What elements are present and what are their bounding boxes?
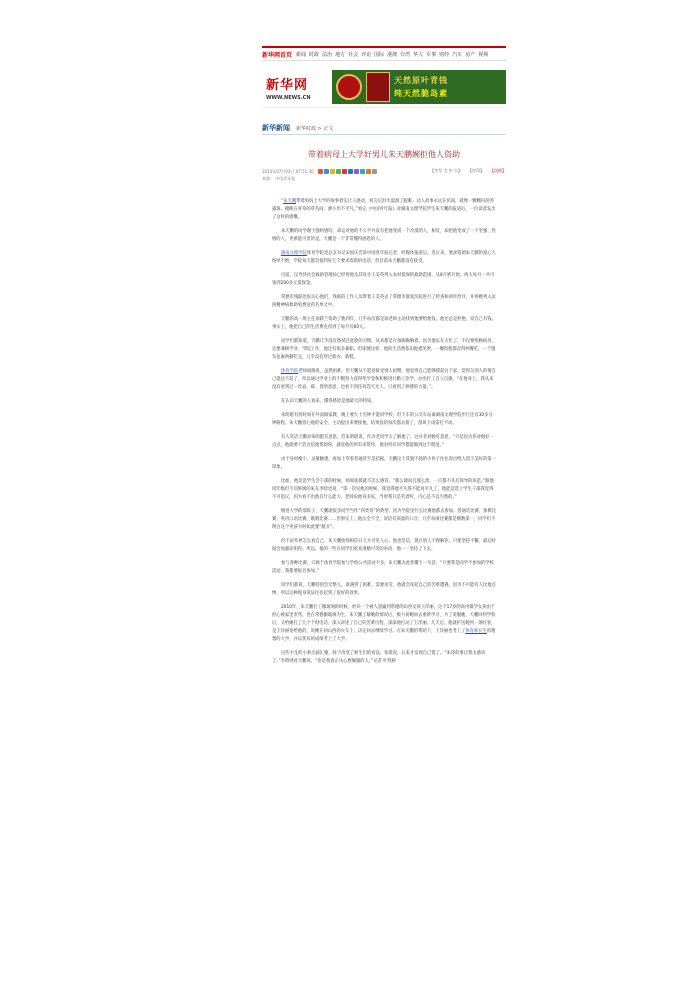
- nav-item[interactable]: 军事: [426, 51, 437, 58]
- nav-item[interactable]: 地方: [335, 51, 346, 58]
- paragraph-text: 倒进大学的那阵子，天鹏就很多同学当作“四类哥”的典型，因为学院里什么比赛他都去参加。普通话比赛、象棋比赛、英语口语比赛、歌唱比赛……但事实上，他压全不全、说话有质量的口音、几乎每项比赛都是倒数第一，同学们不明白这个男孩为何如此要“献丑”。: [272, 509, 496, 530]
- brand-name: 新华网: [266, 77, 309, 93]
- ad-line-2: 纯天然脆岛素: [394, 89, 448, 98]
- paragraph-text: 的理想的大学，并以优异的成绩考上了大学。: [272, 629, 496, 642]
- paragraph-text: 这些平凡的小事点滴汇聚，终于改变了师生们的看法，张援说，后来才发现自己错了。“朱哥的事让我太感动了。”李晗则对天鹏说，“你是我真正从心底佩服的人。”记者 叶铁桥: [272, 651, 486, 664]
- paragraph-text: 在认识天鹏的人看来，懂得感恩是他最大的特质。: [281, 399, 376, 404]
- nav-item[interactable]: 时政: [309, 51, 320, 58]
- inline-link[interactable]: 体育师长生: [465, 629, 487, 634]
- share-icon-3[interactable]: [330, 169, 335, 174]
- paragraph: [272, 316, 496, 332]
- paragraph-text: 同学们都知道，天鹏几乎没有擦拭过洗脸的习惯，从来都是在备胸胸胸着。因为他实在太忙了，不仅要照顾病母，还要兼顾学业、学院工作，他还有很多兼职。但即便这样，他的生活费依旧捉襟见肘，一餐饭他都舍得两餐吃，一个馒头包素两顿吃完，几乎没有穿过新衣、新鞋。: [272, 339, 496, 360]
- site-logo[interactable]: [262, 69, 332, 105]
- ad-line-1: 天然原叶青钱: [394, 76, 448, 85]
- paragraph: [272, 250, 496, 266]
- paragraph-text: 天鹏的高一班主任徐跃兰资助了他四年，几乎每次都是徐老师主动找到他要给他钱，他还总是拒绝，说自己有钱。事实上，他把自己的生活费克扣到了每月仅60元。: [272, 317, 496, 330]
- nav-item[interactable]: 港澳: [387, 51, 398, 58]
- inline-link[interactable]: 体育学院: [281, 369, 299, 374]
- top-nav: [262, 46, 506, 61]
- paragraph-text: 比如，他竞选学生会干部的时候，师领张援就不怎么感冒，“那么矮而且那么黑，一点都不具有领导的风范。”跟他同年级但不同班级的朱友李晗也说，“第一次见他的时候，我觉得他平凡得不能再平凡了，他能竞选上学生干部我觉得不可思议，因为看不出他有什么能力。老师说他身多好，当时我只是笑着听，内心是不以为然的。”: [272, 479, 494, 500]
- nav-item[interactable]: 评论: [361, 51, 372, 58]
- share-icon-7[interactable]: [354, 169, 359, 174]
- paragraph: [272, 604, 496, 644]
- nav-item[interactable]: 国际: [374, 51, 385, 58]
- paragraph-text: 同学们都说，天鹏特别会宏整人，谁遇到了困难，需要功劳，他就会说起自己的苦难遭遇，因为不可能有人比他还惨，所以这种现身说法往往起到了很好的效果。: [272, 583, 496, 596]
- brand-url: WWW.NEWS.CN: [266, 94, 311, 101]
- home-link[interactable]: 新华网首页: [262, 51, 293, 59]
- paragraph: [272, 456, 496, 472]
- paragraph: [272, 560, 496, 576]
- paragraph-text: 朱明堪有投时间在外面做家教，晚上要九十点钟才能回学校，但下车的公交车站离湖南文理学院步行还有30多分钟路程。朱天鹏担心他的安全，主动提出来要接他，结果真的每次都去接了，刮风下雨雷打不动。: [272, 413, 493, 426]
- paragraph: [272, 434, 496, 450]
- paragraph-text: 目前，汉寿县社会救助管理局已经将他及其母亲王美英列入农村低保的救助范围，从6月底开始，两人每月一共可领到200多元低保金。: [272, 273, 495, 286]
- article-source: 来源： 中国青年报: [262, 176, 296, 181]
- paragraph: [272, 398, 496, 406]
- print-button[interactable]: 【打印】: [468, 168, 484, 173]
- page-wrapper: [262, 46, 506, 672]
- nav-item[interactable]: 社会: [348, 51, 359, 58]
- share-icon-8[interactable]: [360, 169, 365, 174]
- nav-item[interactable]: 华人: [413, 51, 424, 58]
- paragraph: [272, 198, 496, 222]
- product-box-icon: [366, 72, 390, 102]
- nav-item[interactable]: 房产: [465, 51, 476, 58]
- paragraph-text: 由于身材瘦小、灵敏触感，再加上穿着普通甚至是拮据，天鹏这个其貌不扬的小伙子往往说出给人留下美好的第一印象。: [272, 457, 496, 470]
- publish-date: 2013年07月03日 07:51:30: [262, 169, 314, 174]
- share-icon-2[interactable]: [324, 169, 329, 174]
- share-icon-6[interactable]: [348, 169, 353, 174]
- paragraph: [272, 338, 496, 362]
- seal-icon: [336, 74, 362, 100]
- paragraph: [272, 538, 496, 554]
- paragraph: [272, 650, 496, 666]
- share-icon-9[interactable]: [366, 169, 371, 174]
- paragraph-text: 朱天鹏的同学谢士强则感叹，命运对他的不公平并没有把他变成一个冷漠的人，相反，却把他变成了一个坚强、热情的人，更难能可贵的是，天鹏是一个非常懂得感恩的人。: [272, 229, 496, 242]
- share-icon-1[interactable]: [318, 169, 323, 174]
- nav-item[interactable]: 汽车: [452, 51, 463, 58]
- paragraph-text: 带着妈妈上大学的故事着实让人感动。看完后泪水湿润了眼眶。动人故事永远在民间，就像一颗颗闪亮的露珠，掩映在青草的草丛间，渺小但不平凡。”看完《中国青年报》对湖南文理学院学生朱天鹏的报道后，一位读者发出了这样的感慨。: [272, 199, 496, 220]
- breadcrumb: [262, 122, 506, 135]
- paragraph: [272, 508, 496, 532]
- paragraph: [272, 294, 496, 310]
- paragraph-text: 但不论外界怎么看自己，朱天鹏始终相信日久方可见人心。他也坚信，现在别人不理解你，只要坚持不懈，最后时间会加强证明你。所以，他的一些在同学们看来滑稽可笑的举动，他一一坚持了下去。: [272, 539, 496, 552]
- inline-link[interactable]: 朱天鹏: [283, 199, 297, 204]
- share-icon-4[interactable]: [336, 169, 341, 174]
- paragraph: [272, 228, 496, 244]
- paragraph-text: 2010年，朱天鹏打工搬玻璃的时候，经识一个被人遗骗到常德的山西女孩王洋丽，这个17岁的高中辍学女孩由于担心被家里责骂，也在常德搬玻璃为生。朱天鹏了解她的情况后，极力劝她回去重新学习，为了说服她，天鹏回到学校后，又给她打了几个个时电话，深入讲述了自己的苦难历程，深深地打动了王洋丽。几天后，他就护送她到一条旺客，是王洋丽宽给他的，说她在回山西的火车上，决定回去继续学习。在朱天鹏的帮助下，王洋丽也考上了: [272, 605, 496, 634]
- article-body: [262, 198, 506, 666]
- section-title[interactable]: 新华新闻: [262, 123, 290, 132]
- nav-item[interactable]: 法治: [322, 51, 333, 58]
- share-icons: [318, 169, 377, 174]
- paragraph-text: 有人笑话天鹏对朱明堪有意思，但朱明堪说，作为老同学太了解他了，这并非对她有意思，“只是因为你对他好一点点，他就要十倍百倍地帮助你，就连他的所有来帮你，他对所有同学都能做到这个程度。”: [272, 435, 494, 448]
- ad-banner[interactable]: [332, 70, 506, 104]
- share-icon-5[interactable]: [342, 169, 347, 174]
- paragraph-text: “: [281, 199, 284, 204]
- date-source: [262, 168, 314, 182]
- ad-text: [394, 75, 448, 99]
- paragraph-text: 老师胡源说，虽然困难，但天鹏从不愿意接受别人捐赠，他觉得自己能够撑起这个家。觉得欠别人的情自己就还不起了，所以通过学业上的不断努力获得奖学金和积极进行勤工俭学，办出打工自立自强。“在他身上，我从来没有看到过一丝哀、霉、畏的意思，也看不到任何怨天尤人，只看到了拼搏的力量。”。: [272, 369, 496, 390]
- paragraph: [272, 368, 496, 392]
- paragraph: [272, 582, 496, 598]
- banner: [262, 67, 506, 108]
- font-size-control[interactable]: 【字号 大 中 小】: [430, 168, 462, 173]
- paragraph: [272, 478, 496, 502]
- paragraph-text: 常德市残联也很关心他们，残联的工作人员带着王美英去了常德市康复医院进行了检查和初步治疗，并将她列入贫困精神病救助免费送药名单之中。: [272, 295, 496, 308]
- paragraph: [272, 272, 496, 288]
- share-icon-10[interactable]: [372, 169, 377, 174]
- meta-right: [430, 168, 506, 174]
- paragraph-text: 参与各种比赛，只源于体育学院参与学校公共活动不多，朱天鹏为此曾懂下一句话，“只要我是同学不参加的学校活动，我都要报名参加。”: [272, 561, 494, 574]
- paragraph: [272, 412, 496, 428]
- nav-item[interactable]: 视频: [478, 51, 489, 58]
- nav-item[interactable]: 台湾: [400, 51, 411, 58]
- article-title: 带着病母上大学好男儿朱天鹏婉拒他人资助: [308, 150, 460, 159]
- meta-left: [262, 168, 377, 182]
- paragraph-text: 体育学院党总支书记宋国庆告诉中国青年报记者，经媒体报道后，连日来，要求资助朱天鹏的爱心人络绎不绝，学院每天都会接到好几个要求资助的电话，但目前朱天鹏都没有接受。: [272, 251, 496, 264]
- error-report-button[interactable]: 【纠错】: [490, 168, 506, 173]
- nav-items: [296, 51, 491, 58]
- nav-item[interactable]: 财经: [439, 51, 450, 58]
- breadcrumb-path[interactable]: 新华时政 > 正文: [296, 125, 334, 132]
- inline-link[interactable]: 湖南文理学院: [281, 251, 307, 256]
- article-meta: [262, 168, 506, 182]
- nav-item[interactable]: 新闻: [296, 51, 307, 58]
